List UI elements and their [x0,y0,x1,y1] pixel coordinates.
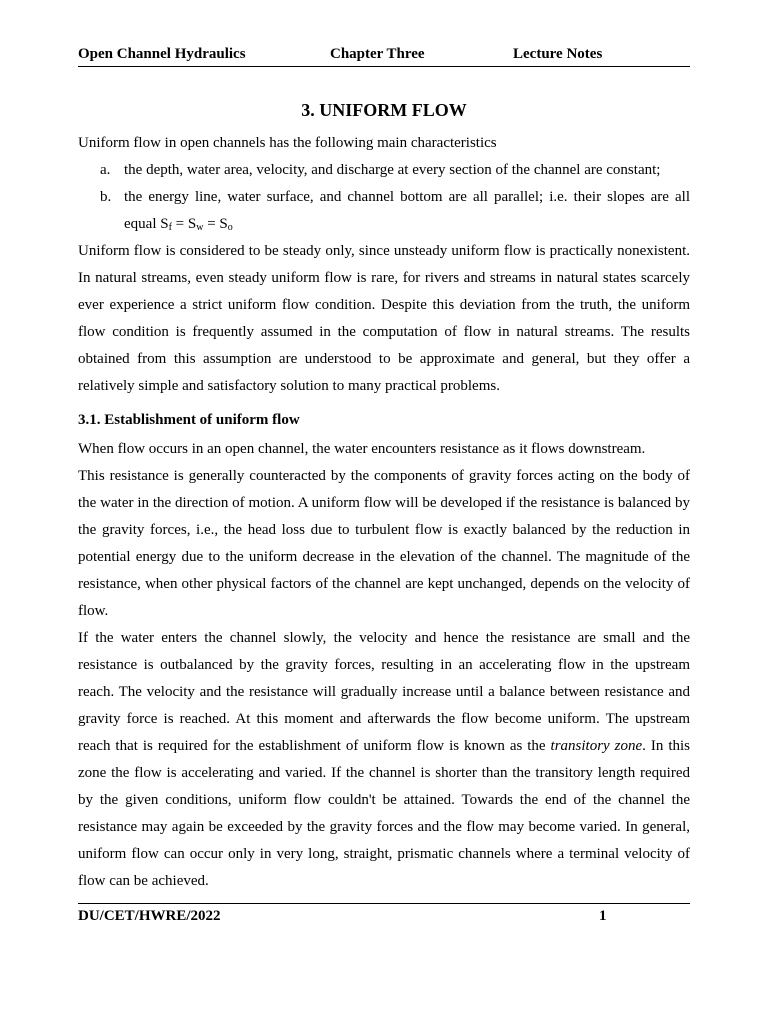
paragraph-resistance: When flow occurs in an open channel, the water encounters resistance as it flows downstream. [78,441,646,457]
header-course-title: Open Channel Hydraulics [78,46,246,62]
slope-equation: $S_f = S_w = S_o$ [160,216,233,233]
list-item [78,157,690,184]
intro-paragraph: Uniform flow in open channels has the following main characteristics [78,135,497,151]
list-item-text: the depth, water area, velocity, and discharge at every section of the channel are constant; [124,162,661,178]
page-number: 1 [599,908,607,924]
page-header [78,44,690,67]
footer-doc-code: DU/CET/HWRE/2022 [78,908,221,924]
document-body [78,130,690,895]
list-item [78,184,690,238]
list-item-text: the energy line, water surface, and channel bottom are all parallel; i.e. their slopes are all equal [124,189,690,232]
header-chapter: Chapter Three [330,46,425,62]
page-footer [78,903,690,928]
list-marker: a. [100,162,111,178]
paragraph-transitory: If the water enters the channel slowly, the velocity and hence the resistance are small and the resistance is outbalanced by the gravity forces, resulting in an accelerating flow in the upstream reach. The velocity and the resistance will gradually increase until a balance between resistance and gravity force is reached. At this moment and afterwards the flow become uniform. The upstream reach that is required for the establishment of uniform flow is known as the transitory zone. In this zone the flow is accelerating and varied. If the channel is shorter than the transitory length required by the given conditions, uniform flow couldn't be attained. Towards the end of the channel the resistance may again be exceeded by the gravity forces and the flow may become varied. In general, uniform flow can occur only in very long, straight, prismatic channels where a terminal velocity of flow can be achieved. [78,630,690,889]
term-transitory-zone: transitory zone [550,738,643,754]
list-marker: b. [100,189,112,205]
chapter-title: 3. UNIFORM FLOW [301,100,467,120]
header-doc-type: Lecture Notes [513,46,603,62]
paragraph-gravity: This resistance is generally counteracted by the components of gravity forces acting on the body of the water in the direction of motion. A uniform flow will be developed if the resistance is balanced by the gravity forces, i.e., the head loss due to turbulent flow is exactly balanced by the reduction in potential energy due to the uniform decrease in the elevation of the channel. The magnitude of the resistance, when other physical factors of the channel are kept unchanged, depends on the velocity of flow. [78,468,690,619]
section-heading: 3.1. Establishment of uniform flow [78,412,300,428]
characteristics-list [78,157,690,238]
paragraph-steady-flow: Uniform flow is considered to be steady only, since unsteady uniform flow is practically nonexistent. In natural streams, even steady uniform flow is rare, for rivers and streams in natural states scarcely ever experience a strict uniform flow condition. Despite this deviation from the truth, the uniform flow condition is frequently assumed in the computation of flow in natural streams. The results obtained from this assumption are understood to be approximate and general, but they offer a relatively simple and satisfactory solution to many practical problems. [78,243,690,394]
